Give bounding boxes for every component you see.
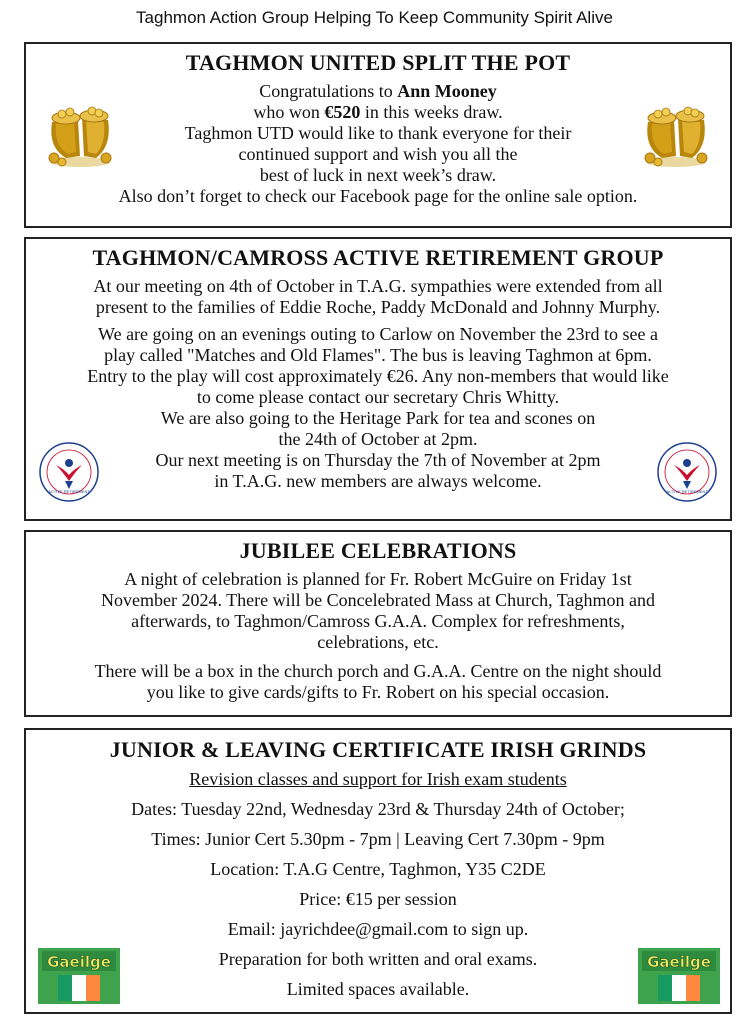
won-suffix: in this weeks draw.	[360, 102, 503, 122]
grinds-subtitle: Revision classes and support for Irish exam students	[189, 769, 567, 789]
grinds-limited: Limited spaces available.	[286, 979, 470, 999]
active-retirement-logo-icon	[656, 441, 718, 503]
svg-text:Gaeilge: Gaeilge	[47, 953, 111, 971]
meeting-line-1: Our next meeting is on Thursday the 7th of November at 2pm	[155, 450, 601, 470]
svg-text:ACTIVE RETIREMENT: ACTIVE RETIREMENT	[666, 489, 708, 494]
outing-line-4: to come please contact our secretary Chris Whitty.	[196, 387, 560, 407]
grinds-times: Times: Junior Cert 5.30pm - 7pm | Leaving Cert 7.30pm - 9pm	[151, 829, 605, 849]
jubilee-box-line-1: There will be a box in the church porch and G.A.A. Centre on the night should	[94, 661, 662, 681]
section-title: JUNIOR & LEAVING CERTIFICATE IRISH GRINDS	[109, 737, 647, 762]
won-prefix: who won	[253, 102, 325, 122]
won-line	[26, 102, 730, 123]
jubilee-section	[24, 530, 732, 717]
meeting-line-2: in T.A.G. new members are always welcome.	[214, 471, 542, 491]
grinds-location: Location: T.A.G Centre, Taghmon, Y35 C2DE	[210, 859, 546, 879]
active-retirement-logo-icon	[38, 441, 100, 503]
split-the-pot-section	[24, 42, 732, 228]
jubilee-box-line-2: you like to give cards/gifts to Fr. Robert on his special occasion.	[146, 682, 610, 702]
heritage-line-2: the 24th of October at 2pm.	[278, 429, 478, 449]
jubilee-line-1: A night of celebration is planned for Fr. Robert McGuire on Friday 1st	[124, 569, 632, 589]
svg-text:ACTIVE RETIREMENT: ACTIVE RETIREMENT	[48, 489, 90, 494]
thanks-line: Taghmon UTD would like to thank everyone for their	[184, 123, 572, 143]
sympathy-line-1: At our meeting on 4th of October in T.A.G. sympathies were extended from all	[93, 276, 663, 296]
prize-amount: €520	[324, 102, 361, 122]
irish-grinds-section	[24, 728, 732, 1014]
active-retirement-section	[24, 237, 732, 521]
jubilee-line-2: November 2024. There will be Concelebrated Mass at Church, Taghmon and	[101, 590, 655, 610]
outing-line-3: Entry to the play will cost approximately €26. Any non-members that would like	[87, 366, 669, 386]
congrats-line	[26, 81, 730, 102]
gaeilge-flag-logo-icon	[638, 948, 720, 1004]
outing-line-2: play called "Matches and Old Flames". The bus is leaving Taghmon at 6pm.	[104, 345, 652, 365]
winner-name: Ann Mooney	[397, 81, 497, 101]
gaeilge-flag-logo-icon	[38, 948, 120, 1004]
pot-of-gold-icon	[638, 100, 714, 168]
section-title: TAGHMON/CAMROSS ACTIVE RETIREMENT GROUP	[92, 245, 664, 270]
page-header: Taghmon Action Group Helping To Keep Community Spirit Alive	[136, 8, 613, 27]
luck-line: best of luck in next week’s draw.	[259, 165, 497, 185]
heritage-line-1: We are also going to the Heritage Park for tea and scones on	[160, 408, 596, 428]
jubilee-line-3: afterwards, to Taghmon/Camross G.A.A. Complex for refreshments,	[131, 611, 625, 631]
section-title: JUBILEE CELEBRATIONS	[239, 538, 517, 563]
jubilee-line-4: celebrations, etc.	[317, 632, 439, 652]
sympathy-line-2: present to the families of Eddie Roche, Paddy McDonald and Johnny Murphy.	[95, 297, 661, 317]
support-line: continued support and wish you all the	[238, 144, 518, 164]
grinds-email: Email: jayrichdee@gmail.com to sign up.	[227, 919, 529, 939]
grinds-dates: Dates: Tuesday 22nd, Wednesday 23rd & Thursday 24th of October;	[131, 799, 625, 819]
svg-text:Gaeilge: Gaeilge	[647, 953, 711, 971]
grinds-price: Price: €15 per session	[299, 889, 457, 909]
congrats-prefix: Congratulations to	[259, 81, 398, 101]
section-title: TAGHMON UNITED SPLIT THE POT	[185, 50, 571, 75]
facebook-line: Also don’t forget to check our Facebook page for the online sale option.	[118, 186, 638, 206]
grinds-prep: Preparation for both written and oral exams.	[218, 949, 538, 969]
outing-line-1: We are going on an evenings outing to Carlow on November the 23rd to see a	[98, 324, 658, 344]
pot-of-gold-icon	[42, 100, 118, 168]
